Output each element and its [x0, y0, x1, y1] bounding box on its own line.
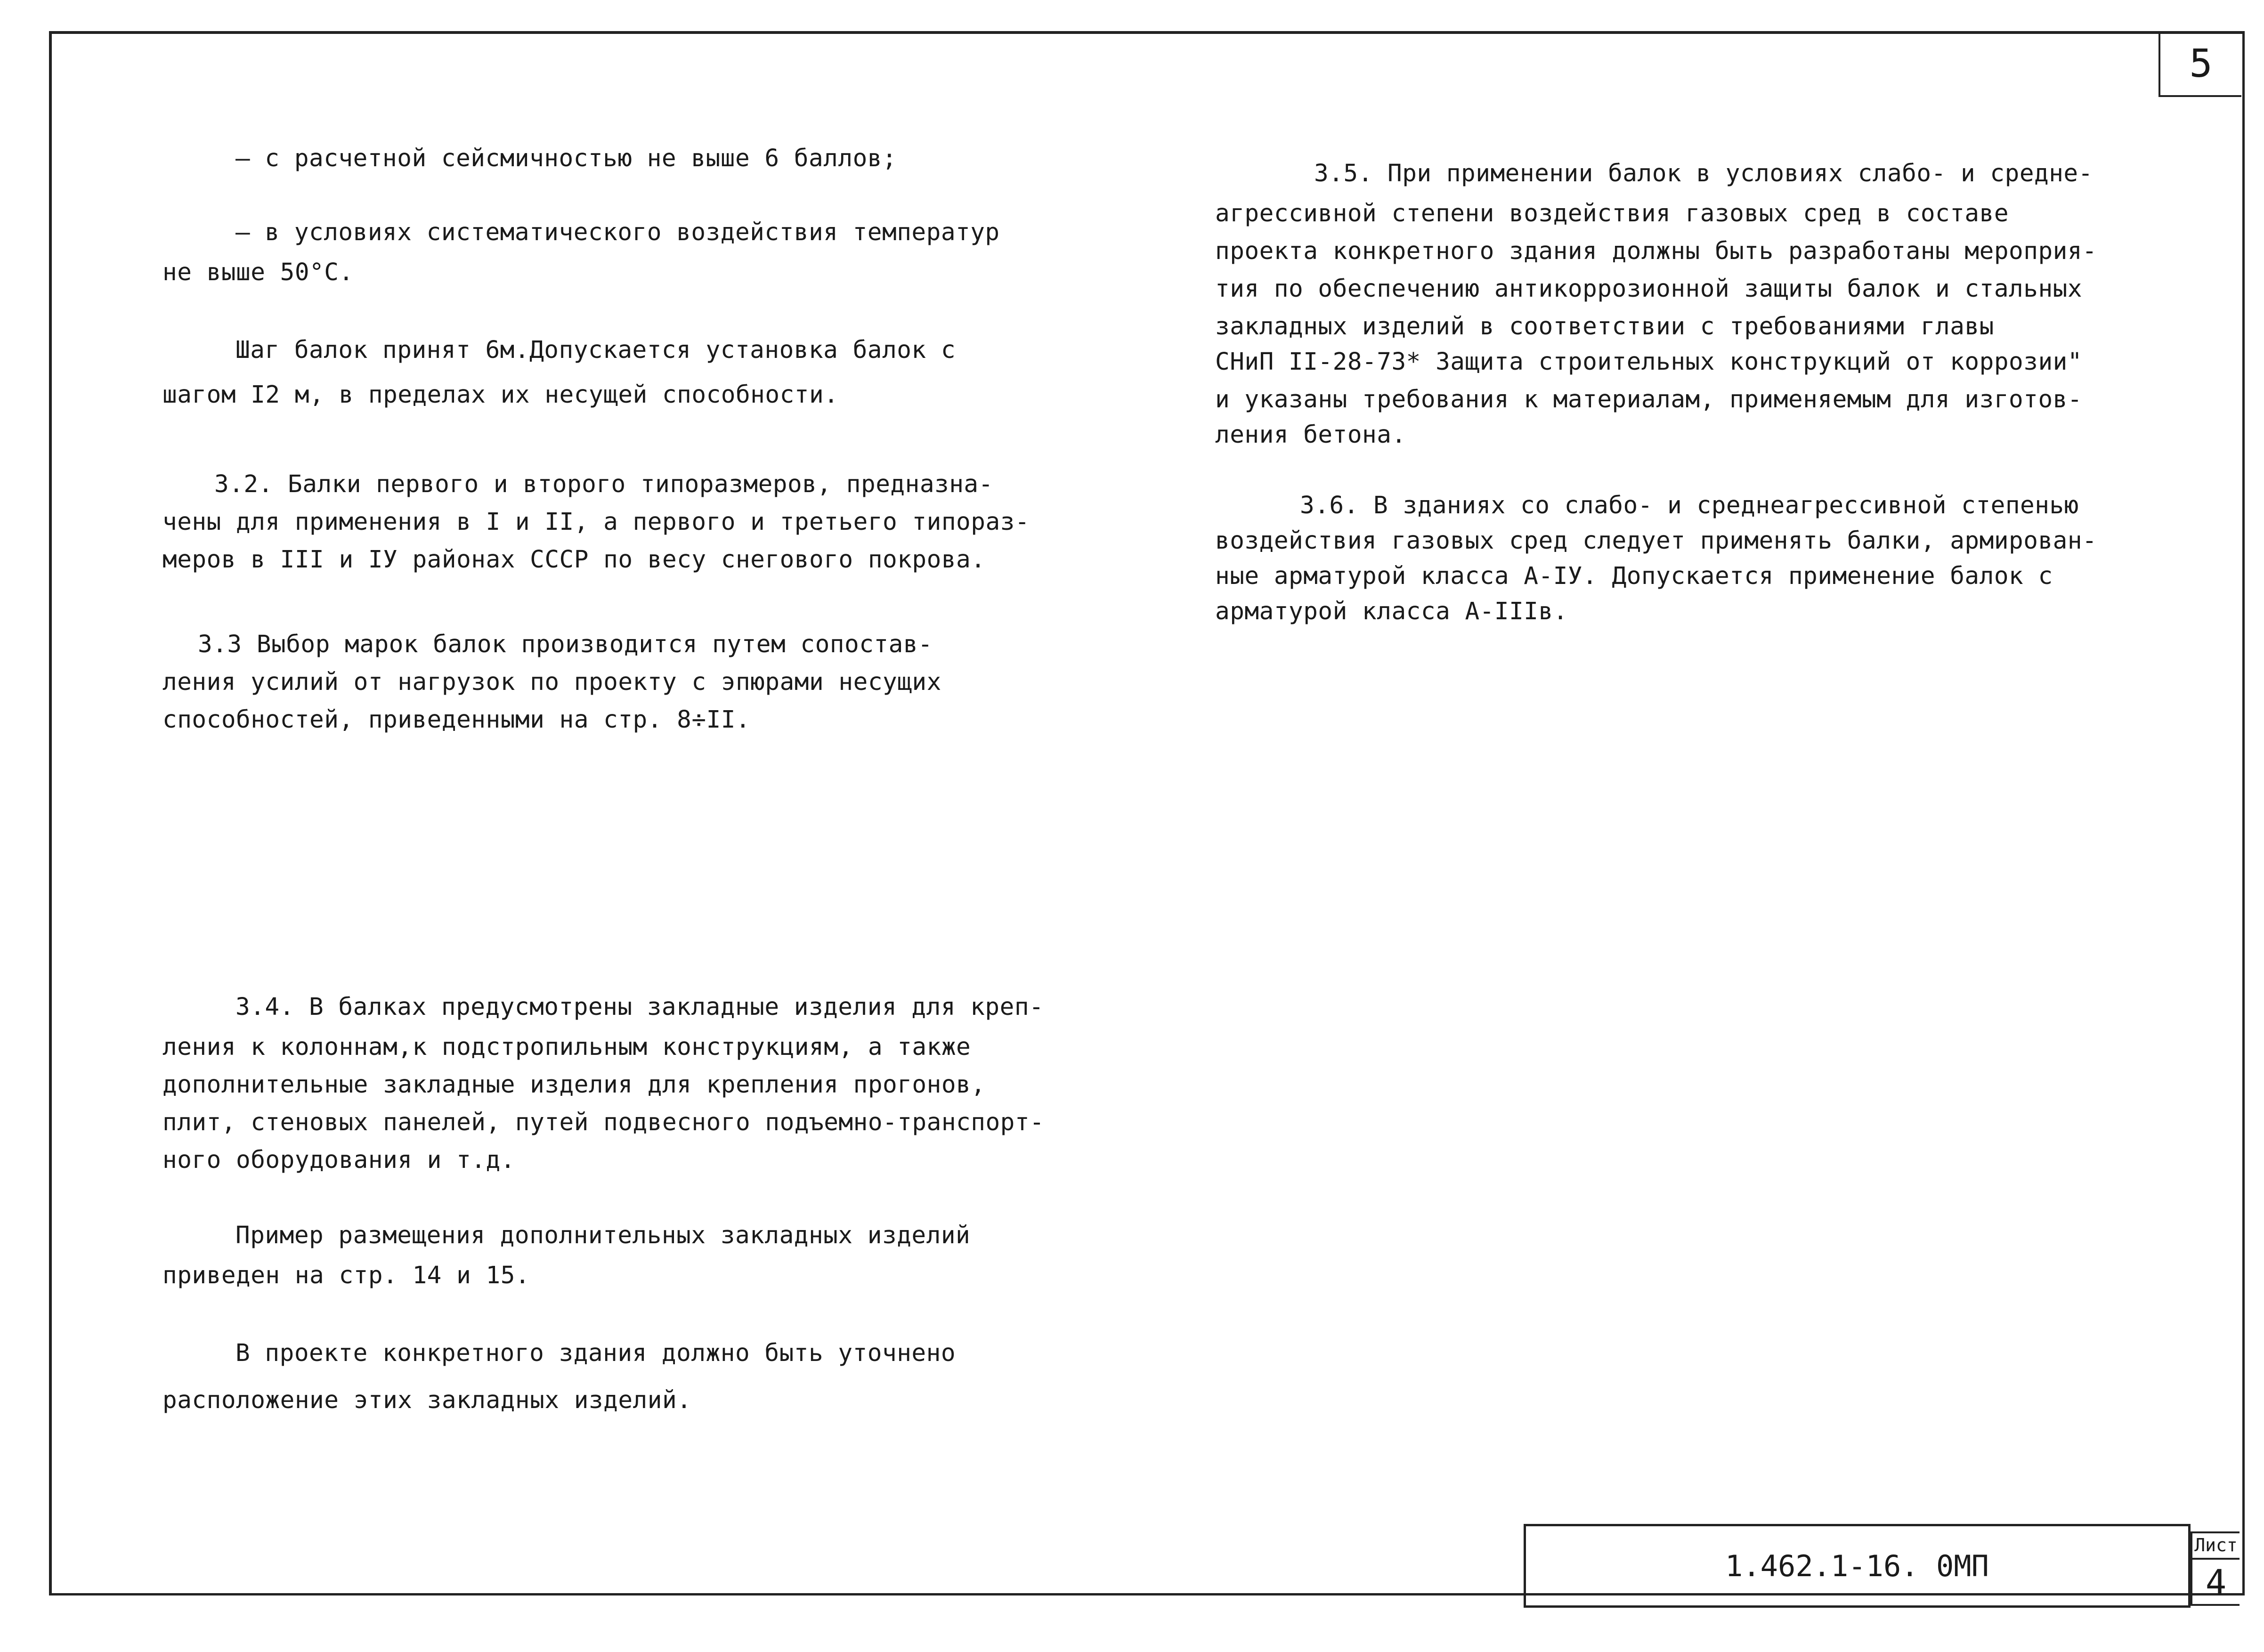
text-line: агрессивной степени воздействия газовых сред в составе — [1215, 200, 2009, 227]
text-line: проекта конкретного здания должны быть разработаны мероприя- — [1215, 237, 2097, 265]
text-line: 3.4. В балках предусмотрены закладные изделия для креп- — [235, 993, 1044, 1021]
text-line: ные арматурой класса А-IУ. Допускается применение балок с — [1215, 562, 2053, 590]
text-line: Шаг балок принят 6м.Допускается установка балок с — [235, 336, 956, 364]
text-line: – с расчетной сейсмичностью не выше 6 баллов; — [235, 145, 897, 172]
text-line: ного оборудования и т.д. — [162, 1146, 515, 1174]
text-line: дополнительные закладные изделия для крепления прогонов, — [162, 1071, 986, 1099]
title-block-designation: 1.462.1-16. 0МП — [1524, 1524, 2191, 1608]
text-line: – в условиях систематического воздействия температур — [235, 219, 1000, 246]
text-line: 3.5. При применении балок в условиях слабо- и средне- — [1314, 160, 2093, 187]
text-line: воздействия газовых сред следует применять балки, армирован- — [1215, 527, 2097, 555]
text-line: 3.3 Выбор марок балок производится путем сопостав- — [198, 631, 933, 658]
text-line: 3.2. Балки первого и второго типоразмеров, предназна- — [214, 470, 993, 498]
text-line: ления бетона. — [1215, 421, 1406, 449]
text-line: В проекте конкретного здания должно быть уточнено — [235, 1339, 956, 1367]
sheet-label: Лист — [2192, 1533, 2240, 1560]
text-line: и указаны требования к материалам, применяемым для изготов- — [1215, 386, 2083, 413]
text-line: расположение этих закладных изделий. — [162, 1386, 692, 1414]
text-line: ления к колоннам,к подстропильным конструкциям, а также — [162, 1033, 971, 1061]
text-line: плит, стеновых панелей, путей подвесного подъемно-транспорт- — [162, 1109, 1045, 1136]
text-line: СНиП II-28-73* Защита строительных конструкций от коррозии" — [1215, 348, 2083, 376]
text-line: шагом I2 м, в пределах их несущей способности. — [162, 381, 839, 409]
text-line: ления усилий от нагрузок по проекту с эпюрами несущих — [162, 668, 941, 696]
text-line: меров в III и IУ районах СССР по весу снегового покрова. — [162, 546, 986, 574]
text-line: не выше 50°С. — [162, 259, 354, 286]
text-line: способностей, приведенными на стр. 8÷II. — [162, 706, 751, 734]
text-line: тия по обеспечению антикоррозионной защиты балок и стальных — [1215, 275, 2083, 303]
text-line: чены для применения в I и II, а первого и третьего типораз- — [162, 508, 1030, 536]
text-line: закладных изделий в соответствии с требованиями главы — [1215, 313, 1994, 340]
text-line: приведен на стр. 14 и 15. — [162, 1262, 530, 1289]
title-block-sheet — [2191, 1531, 2240, 1606]
text-line: 3.6. В зданиях со слабо- и среднеагрессивной степенью — [1300, 492, 2079, 519]
page-number: 5 — [2159, 31, 2241, 97]
text-line: Пример размещения дополнительных закладных изделий — [235, 1222, 971, 1249]
sheet-number: 4 — [2205, 1563, 2227, 1603]
text-line: арматурой класса А-IIIв. — [1215, 598, 1568, 625]
